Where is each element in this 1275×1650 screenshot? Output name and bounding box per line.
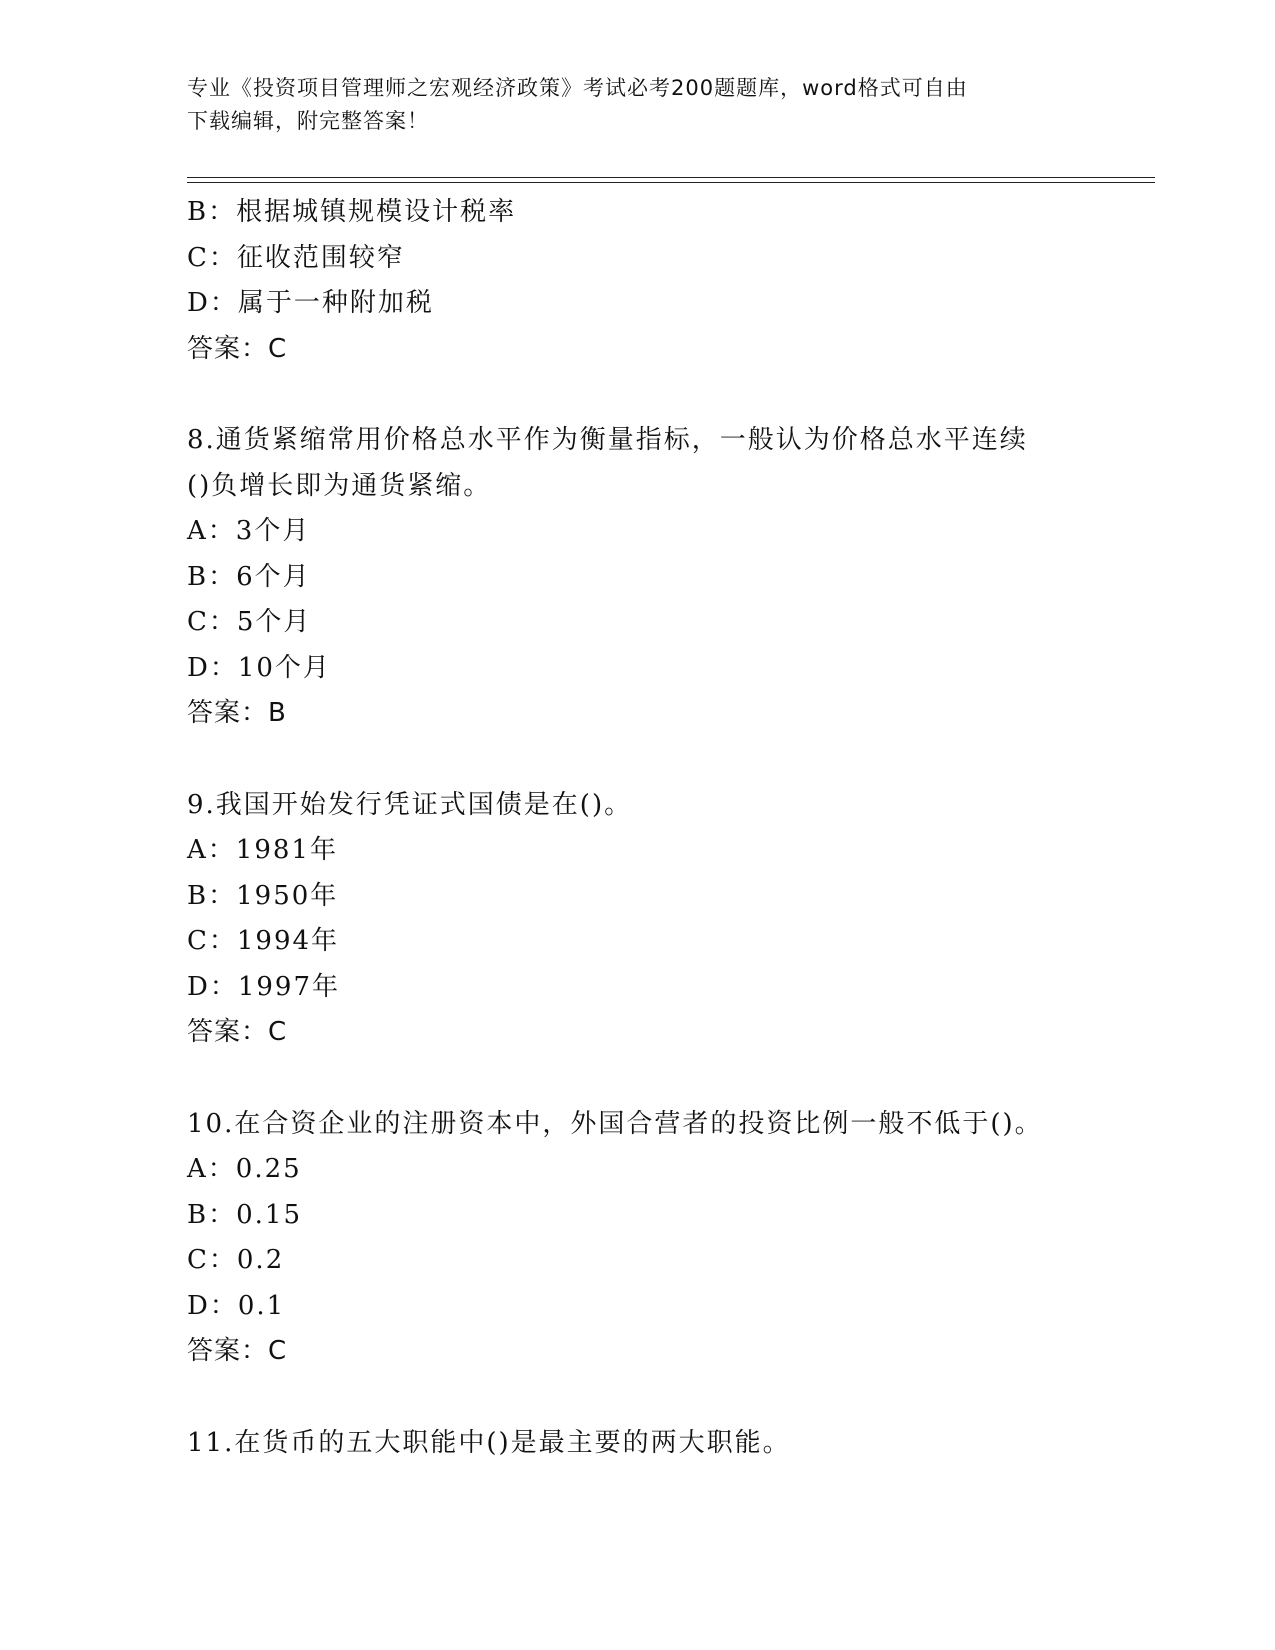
- question-11: [187, 1421, 1147, 1467]
- question-stem: 9.我国开始发行凭证式国债是在()。: [187, 789, 633, 820]
- header-title-line-2: 下载编辑，附完整答案！: [187, 109, 429, 133]
- option-d: D：属于一种附加税: [187, 288, 434, 318]
- option-b: B：6个月: [187, 561, 311, 592]
- option-d: D：10个月: [187, 652, 331, 683]
- question-9: [187, 783, 1147, 1056]
- question-list: [187, 190, 1147, 1466]
- question-stem: 11.在货币的五大职能中()是最主要的两大职能。: [187, 1427, 791, 1458]
- header-title-line-1: 专业《投资项目管理师之宏观经济政策》考试必考200题题库，word格式可自由: [187, 76, 968, 100]
- answer: 答案：B: [187, 698, 287, 728]
- option-c: C：5个月: [187, 607, 312, 637]
- option-b: B：1950年: [187, 880, 339, 911]
- header-divider-bottom: [187, 182, 1155, 183]
- option-b: B：根据城镇规模设计税率: [187, 197, 517, 227]
- option-a: A：1981年: [187, 835, 338, 865]
- option-c: C：征收范围较窄: [187, 242, 405, 273]
- question-10: [187, 1102, 1147, 1375]
- option-b: B：0.15: [187, 1199, 302, 1230]
- question-stem: 10.在合资企业的注册资本中，外国合营者的投资比例一般不低于()。: [187, 1108, 1043, 1139]
- answer: 答案：C: [187, 1336, 288, 1366]
- answer: 答案：C: [187, 1017, 288, 1047]
- option-c: C：0.2: [187, 1245, 285, 1275]
- header-divider-top: [187, 177, 1155, 178]
- option-c: C：1994年: [187, 926, 340, 956]
- option-a: A：0.25: [187, 1154, 302, 1184]
- question-stem-line-1: 8.通货紧缩常用价格总水平作为衡量指标，一般认为价格总水平连续: [187, 425, 1028, 455]
- option-a: A：3个月: [187, 516, 311, 546]
- answer: 答案：C: [187, 333, 288, 364]
- document-header: [187, 72, 1067, 138]
- question-7: [187, 190, 1147, 372]
- option-d: D：1997年: [187, 971, 341, 1002]
- question-8: [187, 418, 1147, 737]
- question-stem-line-2: ()负增长即为通货紧缩。: [187, 470, 492, 501]
- option-d: D：0.1: [187, 1290, 286, 1321]
